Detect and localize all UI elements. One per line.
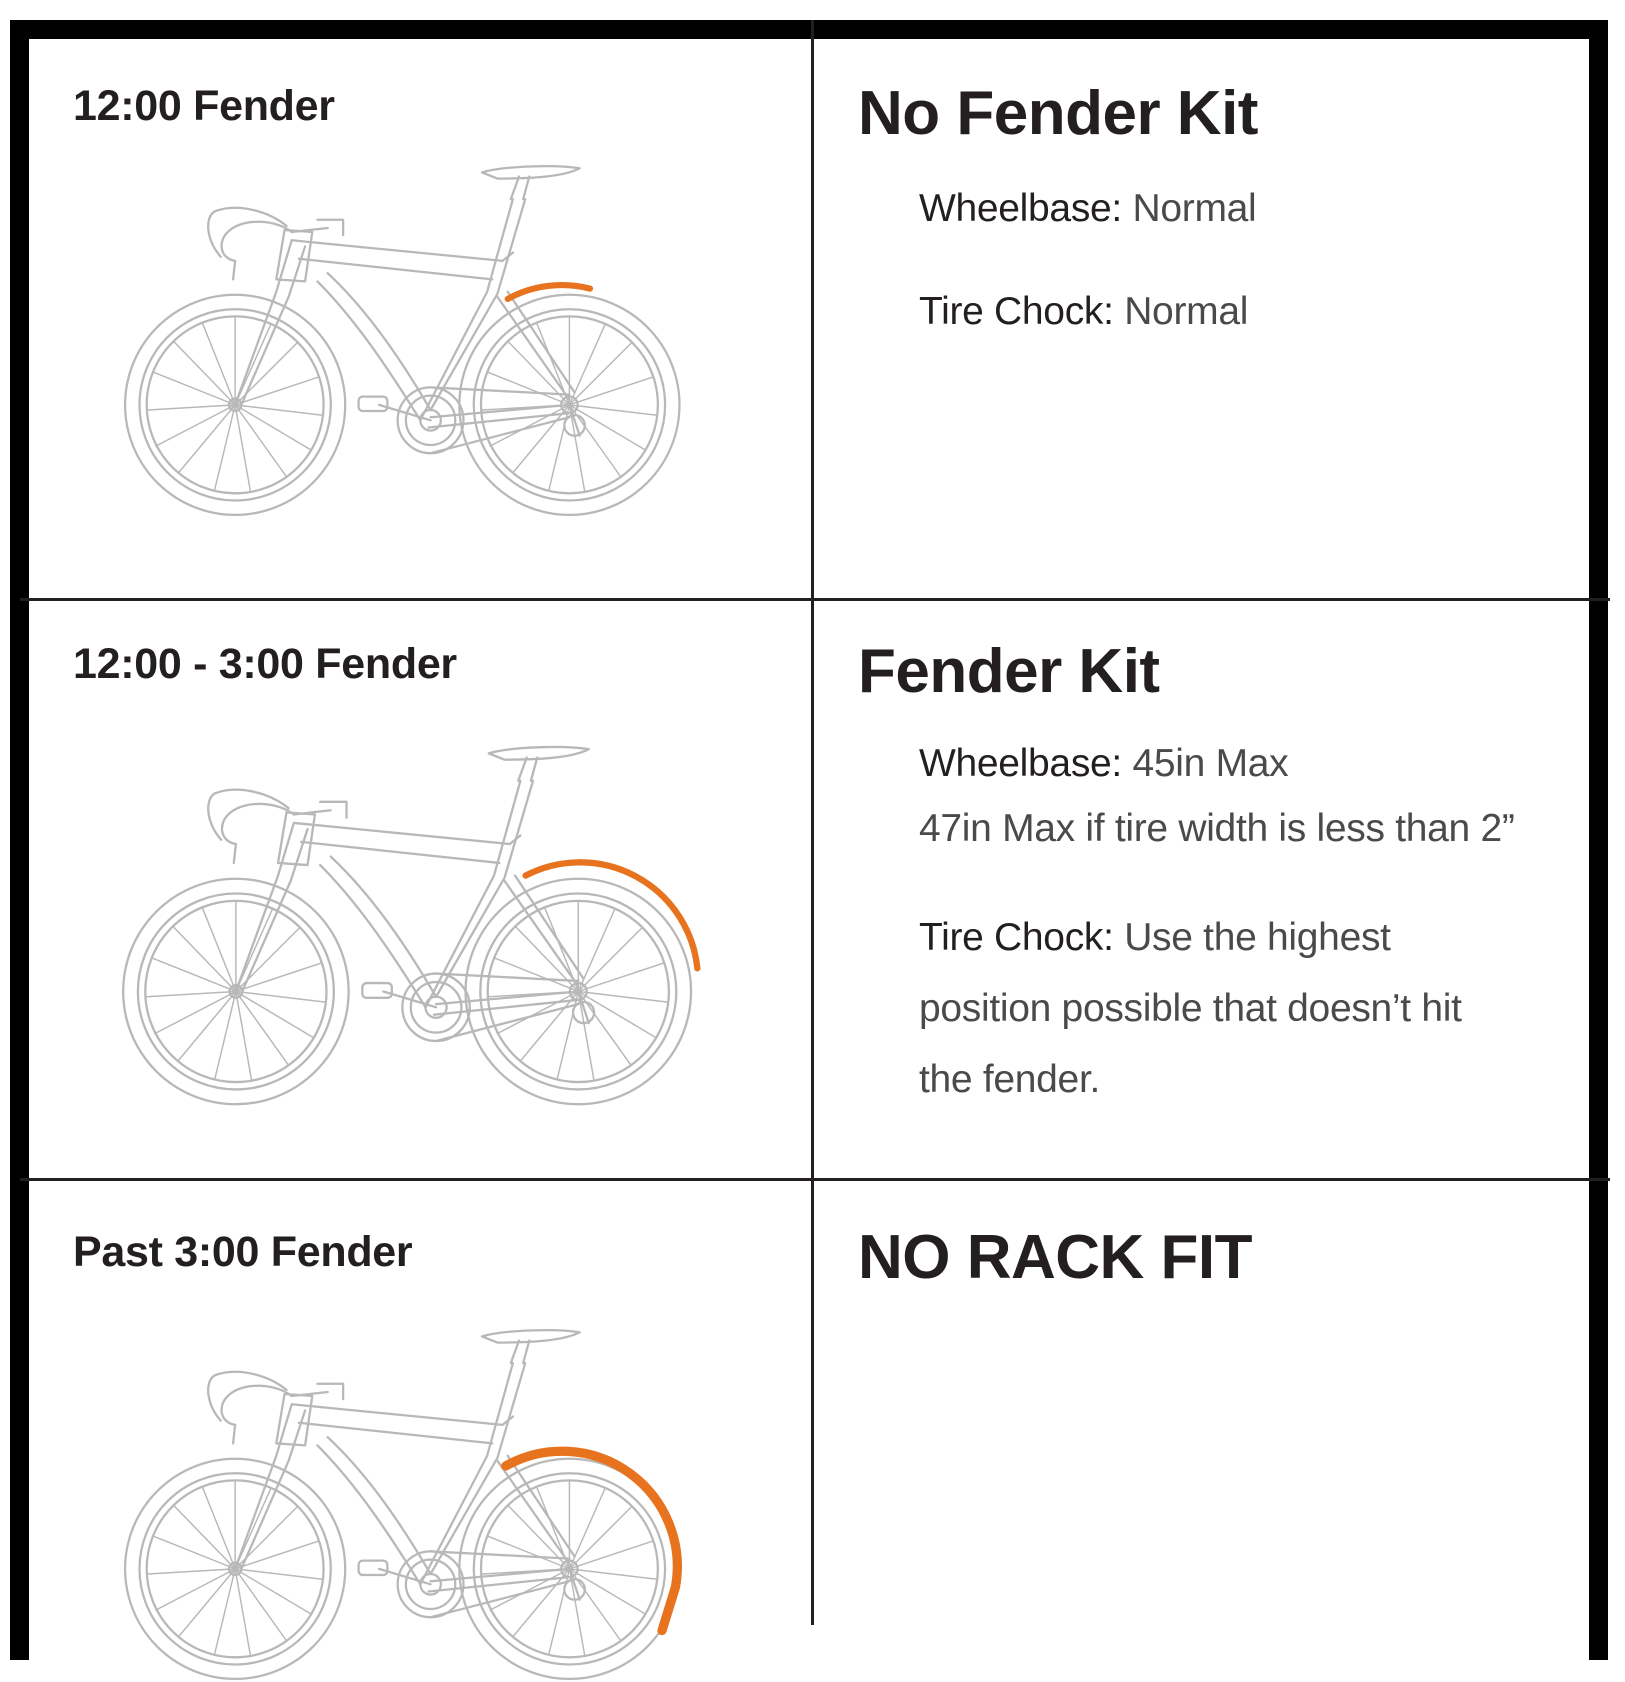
spec-wheelbase-45: Wheelbase: 45in Max [919,742,1289,785]
bike-illustration-past-3 [120,1322,700,1682]
spec-tire-chock-normal: Tire Chock: Normal [919,290,1249,333]
kit-title-no-fender: No Fender Kit [858,79,1258,148]
spec-wheelbase-normal: Wheelbase: Normal [919,187,1257,230]
spec-tire-chock-line-2: position possible that doesn’t hit [919,987,1462,1030]
fender-label-past-3: Past 3:00 Fender [73,1228,413,1276]
kit-title-no-rack-fit: NO RACK FIT [858,1223,1253,1292]
bike-illustration-12-3 [120,738,710,1108]
row-divider-1 [20,598,1610,601]
spec-wheelbase-extra: 47in Max if tire width is less than 2” [919,807,1515,850]
bike-illustration-12 [120,158,700,518]
spec-tire-chock-line-3: the fender. [919,1058,1101,1101]
row-divider-2 [20,1178,1610,1181]
fender-label-12: 12:00 Fender [73,82,335,130]
kit-title-fender-kit: Fender Kit [858,637,1160,706]
column-divider [811,20,814,1625]
spec-tire-chock-fender: Tire Chock: Use the highest [919,916,1391,959]
fender-label-12-3: 12:00 - 3:00 Fender [73,640,457,688]
